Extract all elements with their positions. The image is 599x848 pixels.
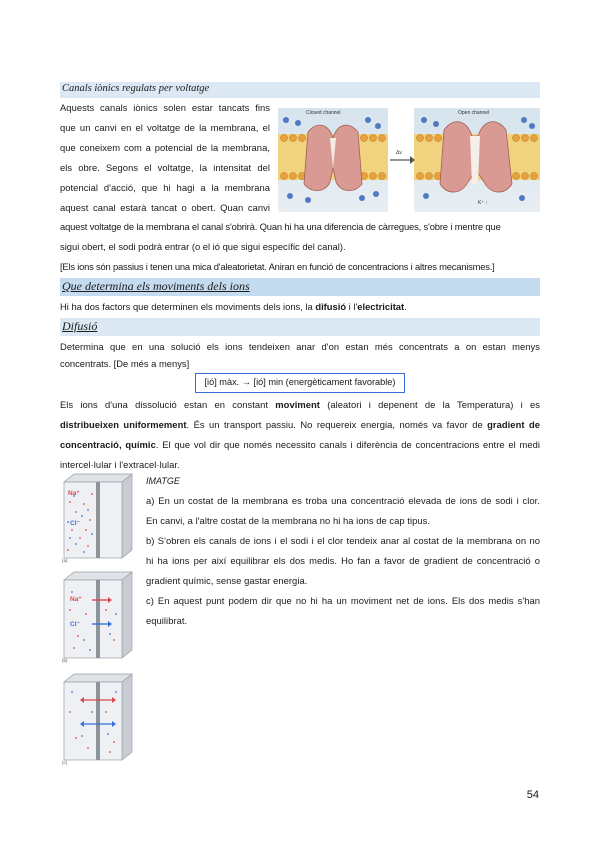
paragraph-line: c) En aquest punt podem dir que no hi ha un moviment net de ions. Els dos medis s'han [146,595,540,606]
paragraph-line [60,415,540,435]
text: . El que vol dir que només necessito canals i diferència de concentracions entre el medi [155,439,540,450]
ion-flow-label: K⁺ ↑ [478,200,488,206]
figure-caption-a: (a) [62,558,68,563]
voltage-change-label: Δv [396,150,402,156]
text: (aleatori i depenent de la Temperatura) i es [319,399,540,410]
diffusion-diagram-a [62,472,134,564]
term-electricity: electricitat [357,301,405,312]
paragraph-line: que coneixem com a potencial de la membrana, [60,142,270,153]
section-title-ion-movement: Que determina els moviments dels ions [62,279,250,293]
text: . És un transport passiu. No requereix energia, només va favor de [186,419,488,430]
membrane-diagram-a [62,472,134,564]
ion-channel-illustration [278,108,540,212]
open-channel-label: Open channel [458,110,490,116]
paragraph-line: els obre. Segons el voltatge, la intensitat del [60,162,270,173]
paragraph-line: gradient químic, sense gastar energia. [146,575,308,586]
paragraph-line: Aquests canals iònics solen estar tancats fins [60,102,270,113]
term-chemical: concentració, químic [60,439,156,450]
sodium-label: Na⁺ [70,596,82,603]
paragraph-line: aquest canal estarà tancat o obert. Quan canvi [60,202,270,213]
page-number: 54 [526,789,539,801]
section-header-bar [60,318,540,336]
diffusion-line-2: concentrats. [De més a menys] [60,358,190,369]
diffusion-line-1: Determina que en una solució els ions tendeixen anar d'on estan més concentrats a on estan menys [60,341,540,352]
membrane-diagram-c [62,672,134,766]
sodium-label: Na⁺ [68,490,80,497]
paragraph-line: intercel·lular i l'extracel·lular. [60,459,180,470]
bracket-note: [Els ions són passius i tenen una mica d'aleatorietat. Aniran en funció de concentracions i altres mecanismes.] [60,261,495,272]
term-gradient: gradient de [487,419,540,430]
paragraph-line: aquest voltatge de la membrana el canal s'obrirà. Quan hi ha una diferencia de càrregues, s'obre i mentre que [60,221,501,232]
membrane-diagram-b [62,570,134,664]
paragraph-line [60,395,540,415]
text: Els ions d'una dissolució estan en constant [60,399,276,410]
ion-movement-intro [60,301,407,312]
chloride-label: Cl⁻ [70,520,80,527]
intro-text: Hi ha dos factors que determinen els moviments dels ions, la [60,301,316,312]
voltage-paragraph-left [60,98,270,218]
closed-channel-label: Closed channel [306,110,341,116]
concentration-box: [ió] màx. → [ió] min (energèticament favorable) [195,373,405,393]
intro-text: . [404,301,407,312]
intro-text: i l' [346,301,358,312]
chloride-label: Cl⁻ [70,621,80,628]
figure-caption-b: (b) [62,658,68,663]
imatge-heading: IMATGE [146,476,180,486]
term-diffusion: difusió [315,301,347,312]
diffusion-diagram-c [62,672,134,766]
ion-channel-figure [278,108,540,212]
paragraph-line: potencial d'acció, que hi hagi a la membrana [60,182,270,193]
diffusion-diagram-b [62,570,134,664]
diffusion-paragraph-2 [60,395,540,475]
paragraph-line [60,435,540,455]
paragraph-line: que un canvi en el voltatge de la membrana, el [60,122,270,133]
imatge-text [146,491,540,631]
paragraph-line: equilibrat. [146,615,188,626]
term-uniform: distribueixen uniformement [60,419,187,430]
term-movement: moviment [275,399,320,410]
paragraph-line: En canvi, a l'altre costat de la membrana no hi ha ions de cap tipus. [146,515,431,526]
section-title-diffusion: Difusió [62,319,98,333]
paragraph-line: sigui obert, el sodi podrà entrar (o el ió que sigui específic del canal). [60,241,346,252]
section-title-voltage-channels: Canals iònics regulats per voltatge [62,83,210,94]
paragraph-line: a) En un costat de la membrana es troba una concentració elevada de ions de sodi i clor. [146,495,540,506]
figure-caption-c: (c) [62,760,68,765]
paragraph-line: b) S'obren els canals de ions i el sodi i el clor tendeix anar al costat de la membrana on no [146,535,540,546]
paragraph-line: hi ha ions per així equilibrar els dos medis. Ho fan a favor de gradient de concentració o [146,555,540,566]
